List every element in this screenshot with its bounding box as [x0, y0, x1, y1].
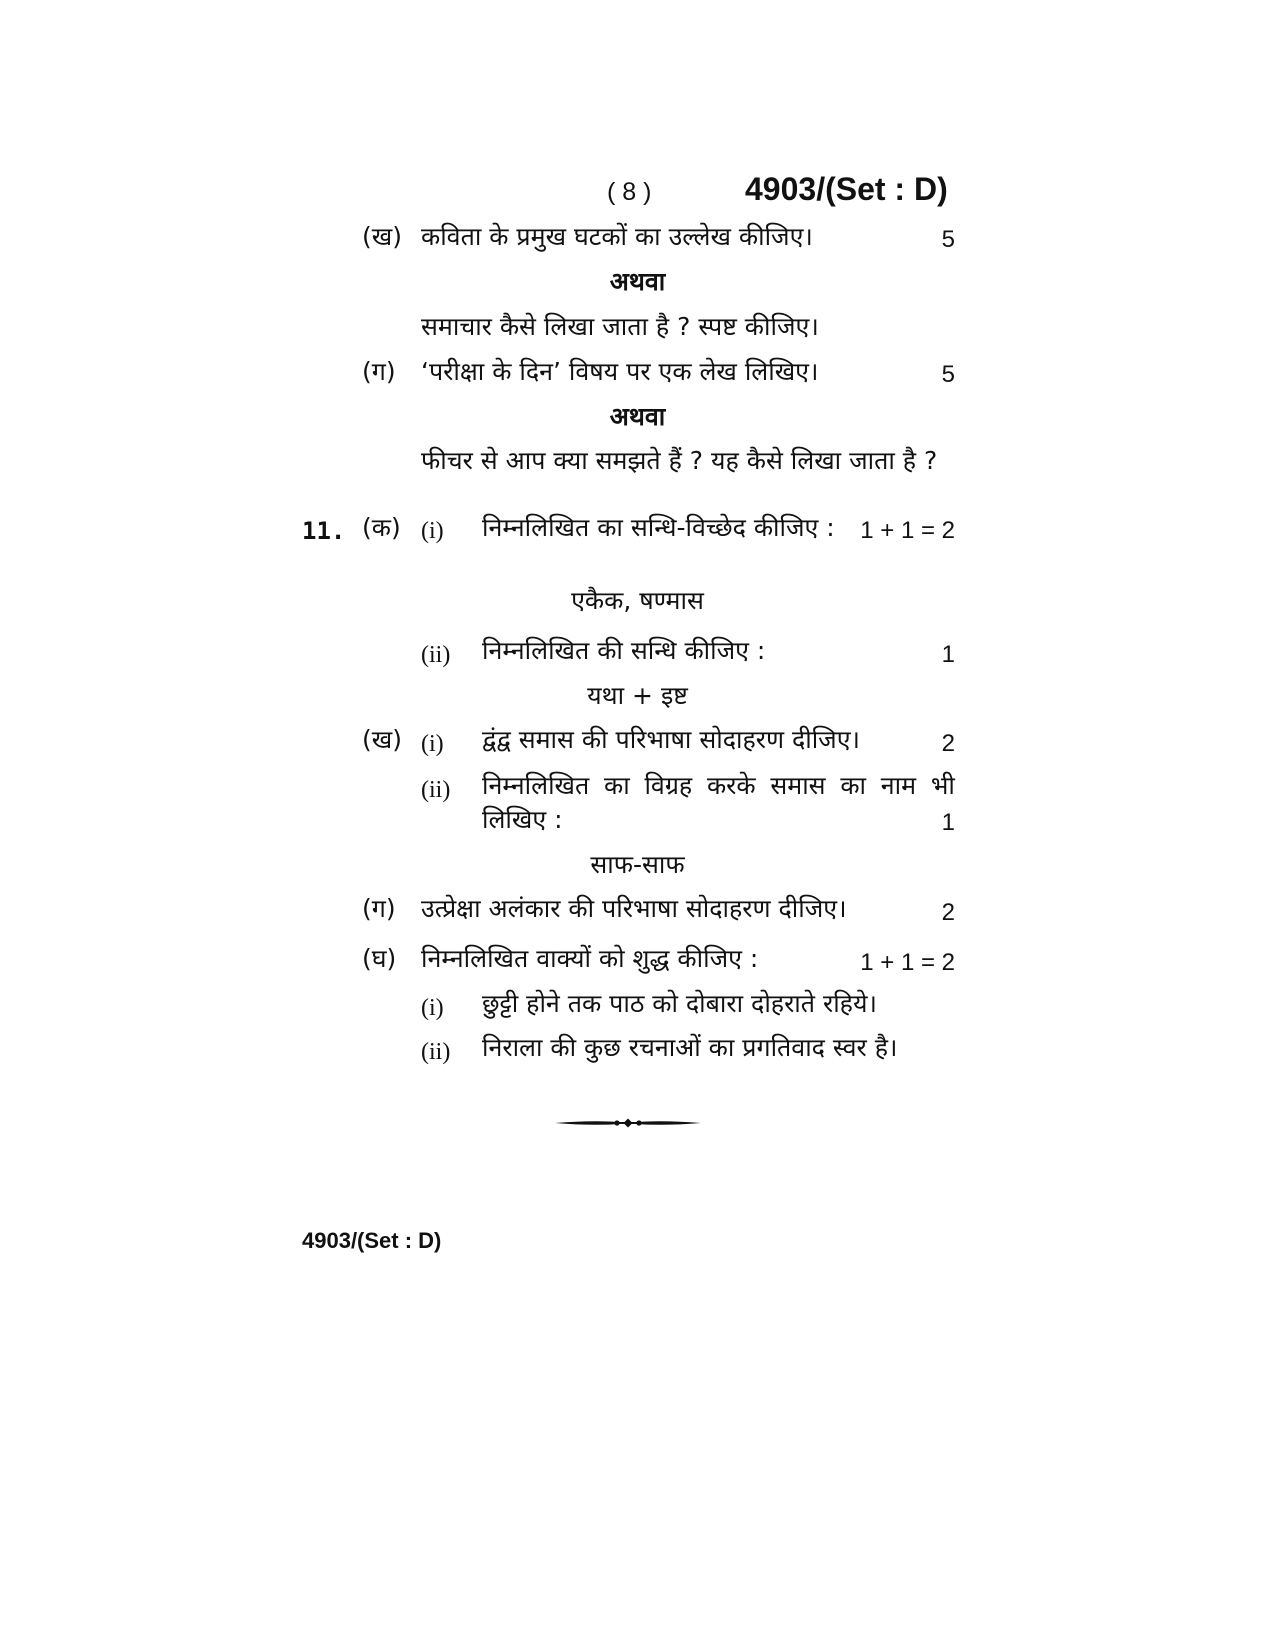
q10-kha-alt: समाचार कैसे लिखा जाता है ? स्पष्ट कीजिए।	[421, 312, 819, 341]
q11-ga-text: उत्प्रेक्षा अलंकार की परिभाषा सोदाहरण दीजिए।	[421, 894, 847, 923]
q10-kha-label: (ख)	[362, 222, 402, 251]
q10-ga-or: अथवा	[609, 402, 666, 431]
q11-kha-ii-label: (ii)	[421, 777, 451, 803]
q11-kha-ii-word: नाम	[880, 771, 917, 800]
q11-gha-i-text: छुट्टी होने तक पाठ को दोबारा दोहराते रहिये।	[482, 989, 877, 1018]
paper-code-header: 4903/(Set : D)	[745, 171, 948, 207]
q11-ka-i-words: एकैक, षण्मास	[571, 586, 704, 615]
paper-code-footer: 4903/(Set : D)	[302, 1228, 442, 1253]
q11-ka-ii-words: यथा + इष्ट	[587, 681, 688, 710]
q11-kha-ii-word: का	[840, 771, 867, 800]
q11-number: 11.	[302, 517, 346, 545]
q11-gha-text: निम्नलिखित वाक्यों को शुद्ध कीजिए :	[421, 944, 759, 973]
q10-ga-label: (ग)	[362, 357, 396, 386]
q11-kha-ii-marks: 1	[941, 809, 955, 836]
q11-ka-ii-marks: 1	[941, 641, 955, 668]
q11-gha-ii-text: निराला की कुछ रचनाओं का प्रगतिवाद स्वर है।	[482, 1033, 898, 1062]
q11-gha-i-label: (i)	[421, 995, 444, 1021]
q11-ka-i-text: निम्नलिखित का सन्धि-विच्छेद कीजिए :	[482, 513, 835, 542]
q11-gha-ii-label: (ii)	[421, 1039, 451, 1065]
q11-gha-marks: 1 + 1 = 2	[860, 949, 955, 976]
q10-ga-text: ‘परीक्षा के दिन’ विषय पर एक लेख लिखिए।	[421, 357, 819, 386]
end-ornament	[555, 1116, 701, 1130]
q11-ka-ii-label: (ii)	[421, 642, 451, 668]
q11-ka-ii-text: निम्नलिखित की सन्धि कीजिए :	[482, 636, 766, 665]
q11-ga-label: (ग)	[362, 894, 396, 923]
q11-kha-ii-word: करके	[706, 771, 756, 800]
q10-ga-alt: फीचर से आप क्या समझते हैं ? यह कैसे लिखा जाता है ?	[421, 446, 938, 475]
q11-kha-i-marks: 2	[941, 730, 955, 757]
q11-kha-i-text: द्वंद्व समास की परिभाषा सोदाहरण दीजिए।	[482, 725, 861, 754]
q11-kha-ii-word: निम्नलिखित	[482, 771, 590, 800]
q10-ga-marks: 5	[941, 361, 955, 388]
q11-kha-ii-word: विग्रह	[644, 771, 693, 800]
q11-kha-i-label: (i)	[421, 731, 444, 757]
q11-kha-label: (ख)	[362, 725, 402, 754]
page-number: ( 8 )	[607, 178, 652, 206]
q11-kha-ii-line1	[482, 773, 955, 798]
q11-kha-ii-word: समास	[770, 771, 826, 800]
q11-kha-ii-word-phrase: साफ-साफ	[590, 850, 685, 879]
q11-ka-i-label: (i)	[421, 518, 444, 544]
q10-kha-text: कविता के प्रमुख घटकों का उल्लेख कीजिए।	[421, 222, 813, 251]
q11-kha-ii-line2: लिखिए :	[482, 805, 563, 834]
q11-gha-label: (घ)	[362, 944, 397, 973]
q10-kha-marks: 5	[941, 226, 955, 253]
q11-ka-label: (क)	[362, 513, 401, 542]
q11-ga-marks: 2	[941, 899, 955, 926]
q11-ka-i-marks: 1 + 1 = 2	[860, 517, 955, 544]
q11-kha-ii-word: का	[604, 771, 630, 800]
q11-kha-ii-word: भी	[930, 771, 955, 800]
q10-kha-or: अथवा	[609, 267, 666, 296]
